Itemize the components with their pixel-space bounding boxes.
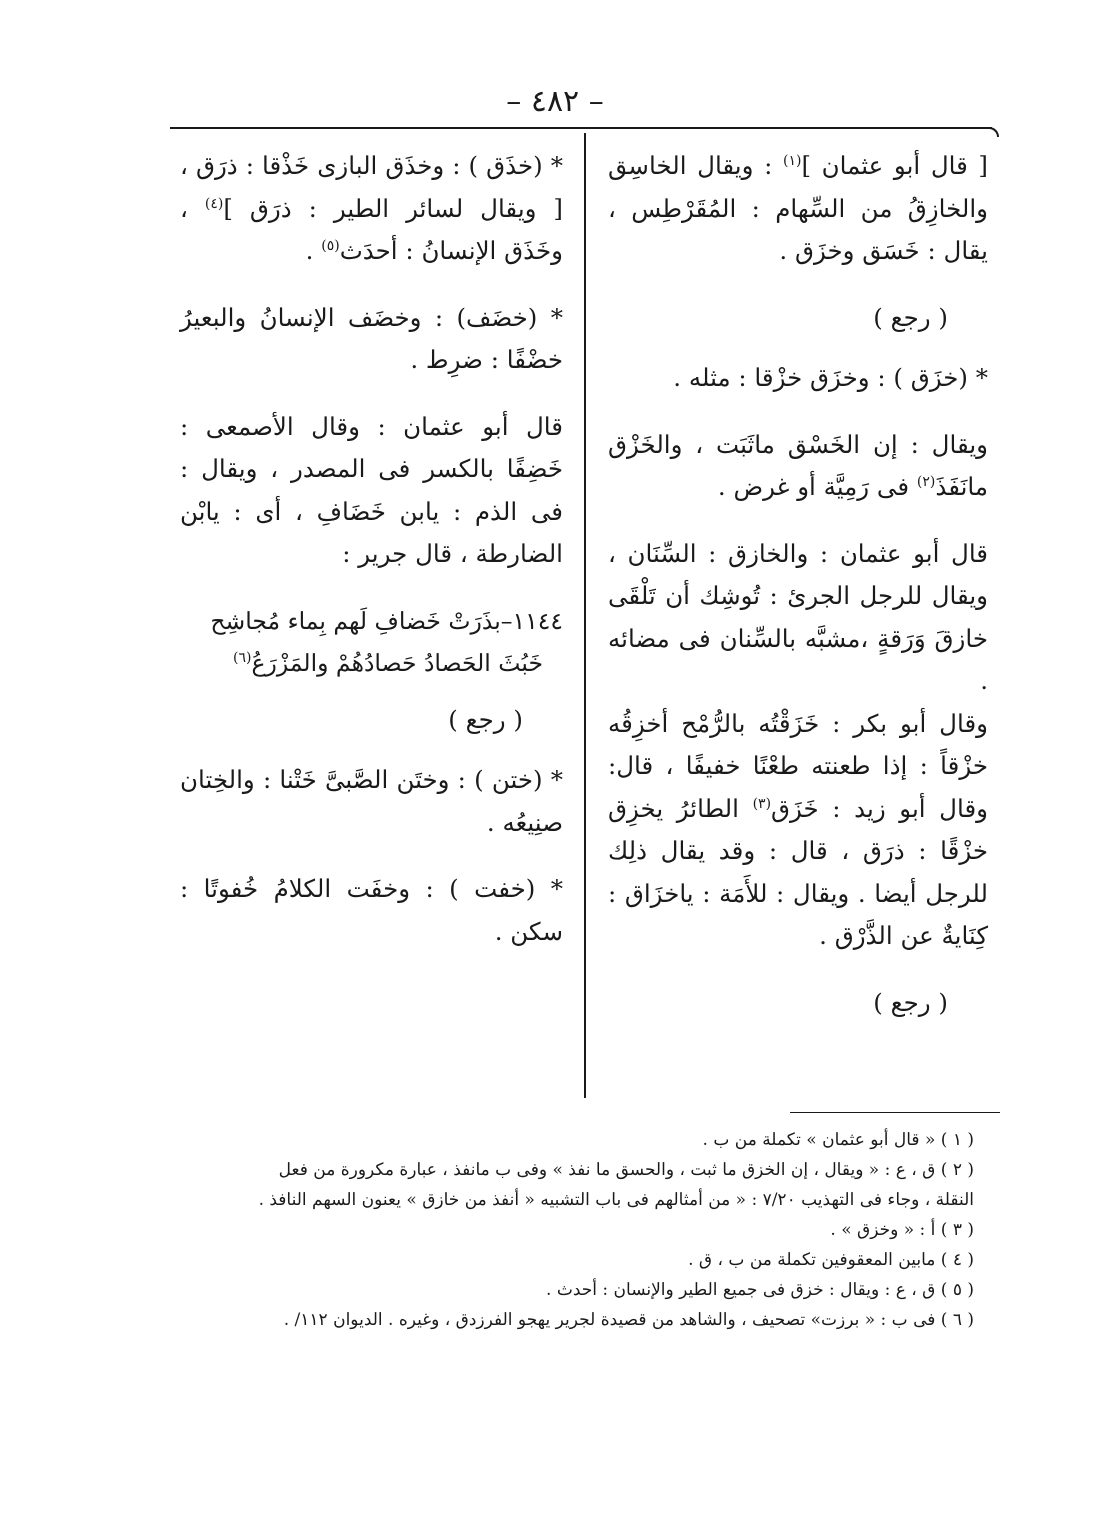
footnote-4: ( ٤ ) مابين المعقوفين تكملة من ب ، ق . <box>688 1250 974 1270</box>
footnote-ref: (٤) <box>204 195 224 212</box>
entry-text: [ قال أبو عثمان ] <box>801 151 988 180</box>
verse-line-1: ١١٤٤–بذَرَتْ خَضافِ لَهم بِماء مُجاشِح <box>210 606 563 635</box>
footnote-3: ( ٣ ) أ : « وخزق » . <box>830 1220 974 1240</box>
footnotes <box>184 1125 974 1335</box>
entry-text: وقال أبو بكر : خَزَقْتُه بالرُّمْح أخزِقُه خزْقاً : إذا طعنته طعْنًا خفيفًا ، قال: وقال أبو زيد : خَزَق <box>608 708 988 823</box>
entry-khadhaq <box>180 145 563 273</box>
right-column <box>608 145 988 1042</box>
footnote-6: ( ٦ ) فى ب : « برزت» تصحيف ، والشاهد من قصيدة لجرير يهجو الفرزدق ، وغيره . الديوان ١١٢/ . <box>283 1310 974 1330</box>
footnote-ref: (٢) <box>916 473 936 490</box>
footnote-rule <box>790 1112 1000 1113</box>
paragraph <box>608 703 988 958</box>
entry-text: ، وخَذَق الإنسانُ : أحدَث <box>180 193 563 265</box>
verse-text: خَبُثَ الحَصادُ حَصادُهُمْ والمَزْرَعُ <box>251 649 543 677</box>
footnote-ref: (١) <box>782 152 802 169</box>
footnote-ref: (٣) <box>752 795 772 812</box>
footnote-ref: (٦) <box>233 650 252 667</box>
paragraph: قال أبو عثمان : وقال الأصمعى : خَضِفًا بالكسر فى المصدر ، ويقال : فى الذم : يابن خَضَافِ ، أى : يابْن الضارطة ، قال جرير : <box>180 411 563 568</box>
section-marker: ( رجع ) <box>873 987 948 1017</box>
section-marker: ( رجع ) <box>448 704 523 734</box>
footnote-5: ( ٥ ) ق ، ع : ويقال : خزق فى جميع الطير والإنسان : أحدث . <box>546 1280 974 1300</box>
entry-khafat: * (خفت ) : وخفَت الكلامُ خُفوتًا : سكن . <box>180 874 563 946</box>
footnote-ref: (٥) <box>321 237 340 254</box>
footnote-1: ( ١ ) « قال أبو عثمان » تكملة من ب . <box>702 1130 974 1150</box>
left-column <box>180 145 563 977</box>
paragraph: قال أبو عثمان : والخازق : السِّنَان ، ويقال للرجل الجرئ : تُوشِك أن تَلْقَى خازقَ وَرَقةٍ ،مشبَّه بالسِّنان فى مضائه . <box>608 538 988 695</box>
footnote-2: ( ٢ ) ق ، ع : « ويقال ، إن الخزق ما ثبت ، والحسق ما نفذ » وفى ب مانفذ ، عبارة مكرورة من فعل <box>278 1160 974 1180</box>
entry-text: الطائرُ يخزِق خزْقًا : ذرَق ، قال : وقد يقال ذلِك للرجل أيضا . ويقال : للأَمَة : ياخزَاق : كِنَايةٌ عن الذَّرْق . <box>608 793 988 950</box>
section-marker: ( رجع ) <box>873 302 948 332</box>
header-rule <box>170 127 992 129</box>
entry-text: : ويقال الخاسِق والخازِقُ من السِّهام : المُقَرْطِس ، يقال : خَسَق وخزَق . <box>608 151 988 265</box>
poetry-verse <box>180 600 563 685</box>
entry-text: فى رَمِيَّة أو غرض . <box>717 472 910 501</box>
entry-text: ويقال : إن الخَسْق ماثَبَت ، والخَزْق مانَفَذَ <box>608 429 988 501</box>
column-divider <box>584 133 586 1098</box>
paragraph <box>608 424 988 509</box>
entry-text: . <box>305 236 314 265</box>
verse-line-2 <box>180 642 563 685</box>
entry-khatan: * (ختن ) : وختَن الصَّبىَّ خَتْنا : والخِتان صنِيعُه . <box>180 765 563 837</box>
header-rule-end <box>985 127 999 137</box>
entry-khazaq: * (خزَق ) : وخزَق خزْقا : مثله . <box>673 363 988 392</box>
footnote-2-continued: النقلة ، وجاء فى التهذيب ٧/٢٠ : « من أمثالهم فى باب التشبيه « أنفذ من خازق » يعنون السهم النافذ . <box>258 1190 974 1210</box>
entry-khadaf: * (خضَف) : وخضَف الإنسانُ والبعيرُ خضْفًا : ضرِط . <box>180 302 563 374</box>
paragraph <box>608 145 988 273</box>
page-number: – ٤٨٢ – <box>506 84 604 119</box>
entry-text: * (خذَق ) : وخذَق البازى خَذْقا : ذرَق ، [ ويقال لسائر الطير : ذرَق ] <box>180 151 563 223</box>
